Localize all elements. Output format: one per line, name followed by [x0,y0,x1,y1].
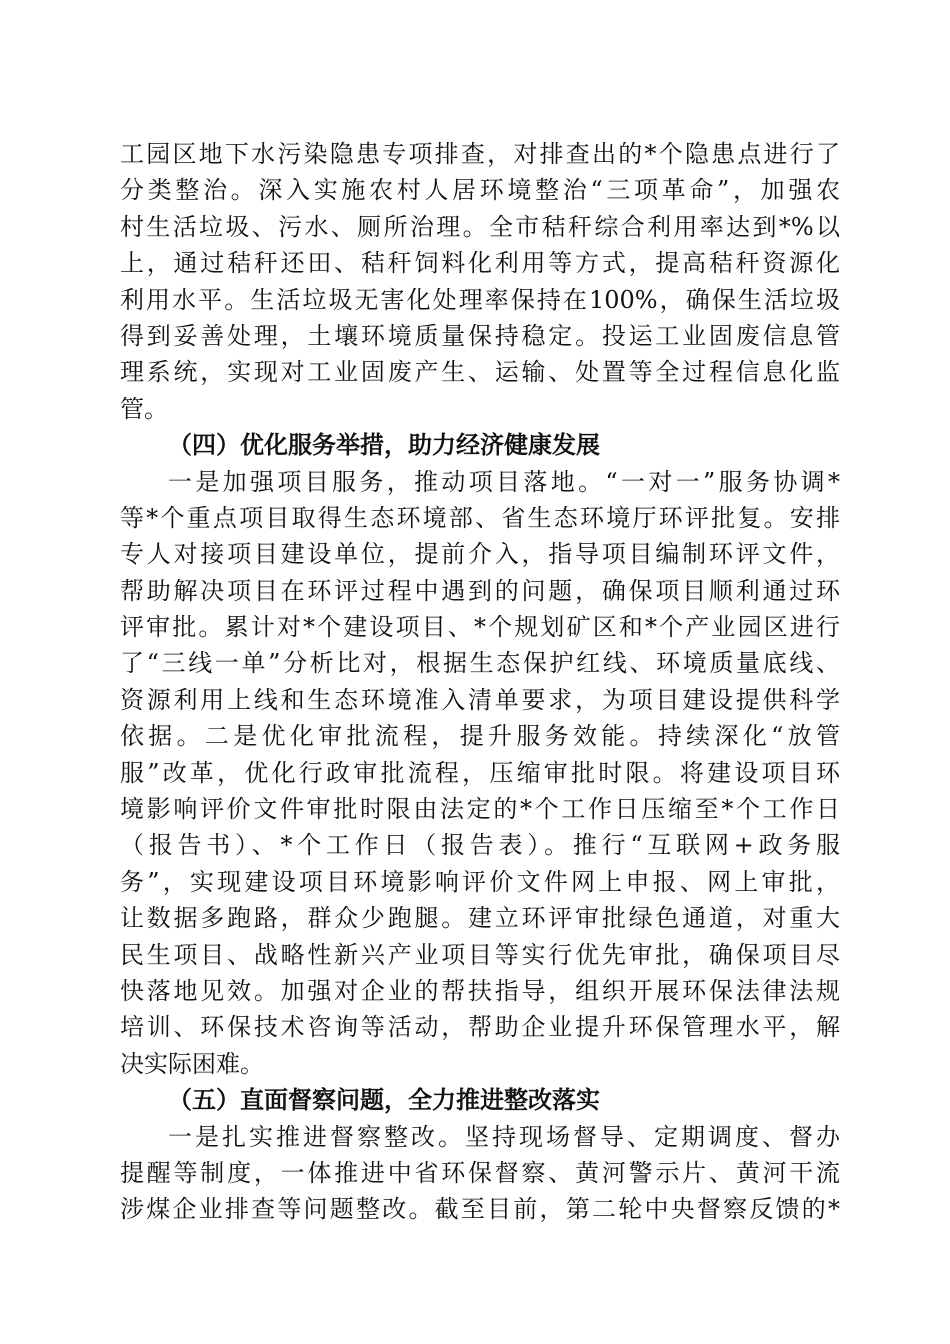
section-heading-5 [120,1082,840,1118]
text-line: 服”改革，优化行政审批流程，压缩审批时限。将建设项目环 [120,758,840,787]
text-line: 依据。二是优化审批流程，提升服务效能。持续深化“放管 [120,722,840,751]
document-body [120,136,840,1228]
text-line: 涉煤企业排查等问题整改。截至目前，第二轮中央督察反馈的* [120,1195,840,1224]
text-line: 专人对接项目建设单位，提前介入，指导项目编制环评文件， [120,540,840,569]
text-line: 快落地见效。加强对企业的帮扶指导，组织开展环保法律法规 [120,976,840,1005]
text-line: 让数据多跑路，群众少跑腿。建立环评审批绿色通道，对重大 [120,904,840,933]
heading-text: （五）直面督察问题，全力推进整改落实 [168,1085,600,1115]
text-line: 决实际困难。 [120,1049,264,1078]
text-line: 了“三线一单”分析比对，根据生态保护红线、环境质量底线、 [120,649,840,678]
text-line: 资源利用上线和生态环境准入清单要求，为项目建设提供科学 [120,685,840,714]
paragraph-project-service [120,464,840,1083]
paragraph-inspection-rectification [120,1119,840,1228]
text-line: 管。 [120,394,168,423]
text-line: 利用水平。生活垃圾无害化处理率保持在100%，确保生活垃圾 [120,285,840,314]
text-line: 提醒等制度，一体推进中省环保督察、黄河警示片、黄河干流 [120,1158,840,1187]
text-line: 上，通过秸秆还田、秸秆饲料化利用等方式，提高秸秆资源化 [120,249,840,278]
text-line: 民生项目、战略性新兴产业项目等实行优先审批，确保项目尽 [120,940,840,969]
text-line: （报告书）、*个工作日（报告表）。推行“互联网+政务服 [120,831,840,860]
paragraph-continuation [120,136,840,427]
text-line: 评审批。累计对*个建设项目、*个规划矿区和*个产业园区进行 [120,613,840,642]
section-heading-4 [120,427,840,463]
text-line: 境影响评价文件审批时限由法定的*个工作日压缩至*个工作日 [120,795,840,824]
heading-text: （四）优化服务举措，助力经济健康发展 [168,430,600,460]
text-line: 等*个重点项目取得生态环境部、省生态环境厅环评批复。安排 [120,503,840,532]
text-line: 得到妥善处理，土壤环境质量保持稳定。投运工业固废信息管 [120,321,840,350]
text-line: 工园区地下水污染隐患专项排查，对排查出的*个隐患点进行了 [120,140,840,168]
text-line: 帮助解决项目在环评过程中遇到的问题，确保项目顺利通过环 [120,576,840,605]
text-line: 一是扎实推进督察整改。坚持现场督导、定期调度、督办 [168,1122,840,1151]
text-line: 一是加强项目服务，推动项目落地。“一对一”服务协调* [168,467,840,496]
text-line: 理系统，实现对工业固废产生、运输、处置等全过程信息化监 [120,358,840,387]
text-line: 村生活垃圾、污水、厕所治理。全市秸秆综合利用率达到*%以 [120,212,840,241]
text-line: 培训、环保技术咨询等活动，帮助企业提升环保管理水平，解 [120,1013,840,1042]
text-line: 务”，实现建设项目环境影响评价文件网上申报、网上审批， [120,867,840,896]
text-line: 分类整治。深入实施农村人居环境整治“三项革命”，加强农 [120,176,840,205]
